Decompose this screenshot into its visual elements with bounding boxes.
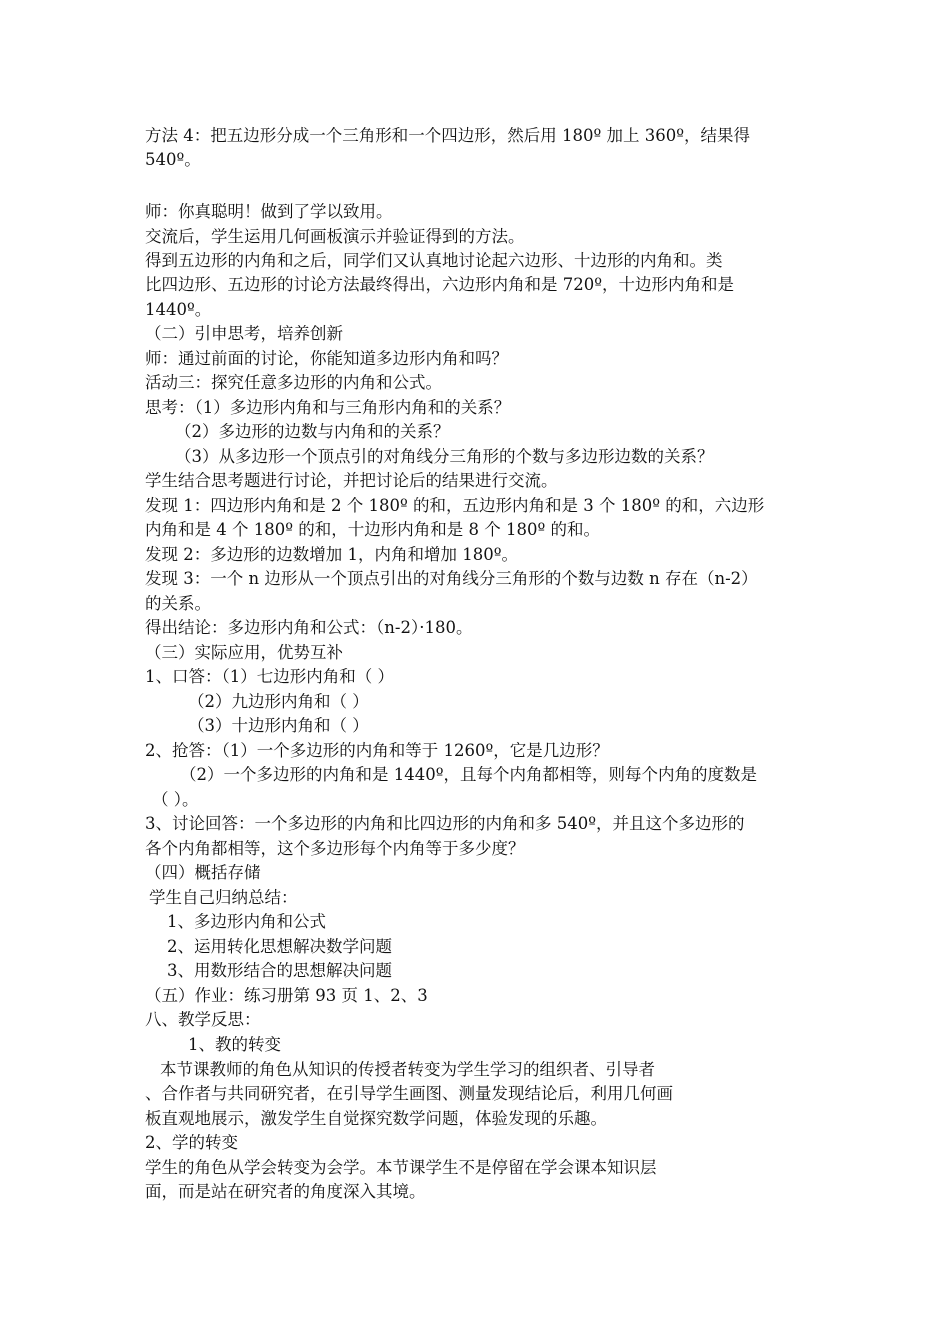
text-line: 1440º。 [145, 300, 212, 319]
text-line: 板直观地展示，激发学生自觉探究数学问题，体验发现的乐趣。 [145, 1109, 607, 1128]
text-line: 学生的角色从学会转变为会学。本节课学生不是停留在学会课本知识层 [145, 1158, 657, 1177]
section-heading: 八、教学反思： [145, 1010, 261, 1029]
text-line: 540º。 [145, 150, 201, 169]
text-line: （2）多边形的边数与内角和的关系？ [175, 422, 450, 441]
text-line: 思考：（1）多边形内角和与三角形内角和的关系？ [145, 398, 511, 417]
text-line: 比四边形、五边形的讨论方法最终得出，六边形内角和是 720º，十边形内角和是 [145, 275, 734, 294]
text-line: 2、抢答：（1）一个多边形的内角和等于 1260º，它是几边形？ [145, 741, 609, 760]
text-line: 内角和是 4 个 180º 的和，十边形内角和是 8 个 180º 的和。 [145, 520, 600, 539]
text-line: 面，而是站在研究者的角度深入其境。 [145, 1182, 426, 1201]
text-line: 活动三：探究任意多边形的内角和公式。 [145, 373, 442, 392]
subsection-heading: 2、学的转变 [145, 1133, 238, 1152]
text-line: 3、讨论回答：一个多边形的内角和比四边形的内角和多 540º，并且这个多边形的 [145, 814, 745, 833]
section-heading: （四）概括存储 [145, 863, 261, 882]
text-line: 师：通过前面的讨论，你能知道多边形内角和吗？ [145, 349, 508, 368]
text-line: 学生结合思考题进行讨论，并把讨论后的结果进行交流。 [145, 471, 558, 490]
text-line: （ ）。 [152, 790, 199, 809]
text-line: 、合作者与共同研究者，在引导学生画图、测量发现结论后，利用几何画 [145, 1084, 673, 1103]
text-line: 发现 2：多边形的边数增加 1，内角和增加 180º。 [145, 545, 518, 564]
text-line: 学生自己归纳总结： [149, 888, 298, 907]
text-line: 发现 1：四边形内角和是 2 个 180º 的和，五边形内角和是 3 个 180º 的和，六边形 [145, 496, 765, 515]
list-item: 1、多边形内角和公式 [167, 912, 326, 931]
text-line: 交流后，学生运用几何画板演示并验证得到的方法。 [145, 227, 525, 246]
text-line: 方法 4：把五边形分成一个三角形和一个四边形，然后用 180º 加上 360º，结果得 [145, 126, 750, 145]
text-line: （3）十边形内角和（ ） [188, 716, 369, 735]
text-line: 发现 3：一个 n 边形从一个顶点引出的对角线分三角形的个数与边数 n 存在（n-2） [145, 569, 758, 588]
section-heading: （二）引申思考，培养创新 [145, 324, 343, 343]
text-line: 本节课教师的角色从知识的传授者转变为学生学习的组织者、引导者 [160, 1060, 655, 1079]
list-item: 3、用数形结合的思想解决问题 [167, 961, 392, 980]
text-line: （2）九边形内角和（ ） [188, 692, 369, 711]
text-line: 各个内角都相等，这个多边形每个内角等于多少度？ [145, 839, 525, 858]
text-line: 得出结论：多边形内角和公式：（n-2）·180。 [145, 618, 473, 637]
text-line: 师：你真聪明！做到了学以致用。 [145, 202, 393, 221]
section-heading: （五）作业：练习册第 93 页 1、2、3 [145, 986, 428, 1005]
text-line: （2）一个多边形的内角和是 1440º，且每个内角都相等，则每个内角的度数是 [180, 765, 757, 784]
text-line: 的关系。 [145, 594, 211, 613]
subsection-heading: 1、教的转变 [188, 1035, 281, 1054]
text-line: 得到五边形的内角和之后，同学们又认真地讨论起六边形、十边形的内角和。类 [145, 251, 723, 270]
text-line: （3）从多边形一个顶点引的对角线分三角形的个数与多边形边数的关系？ [175, 447, 714, 466]
text-line: 1、口答：（1）七边形内角和（ ） [145, 667, 394, 686]
list-item: 2、运用转化思想解决数学问题 [167, 937, 392, 956]
section-heading: （三）实际应用，优势互补 [145, 643, 343, 662]
